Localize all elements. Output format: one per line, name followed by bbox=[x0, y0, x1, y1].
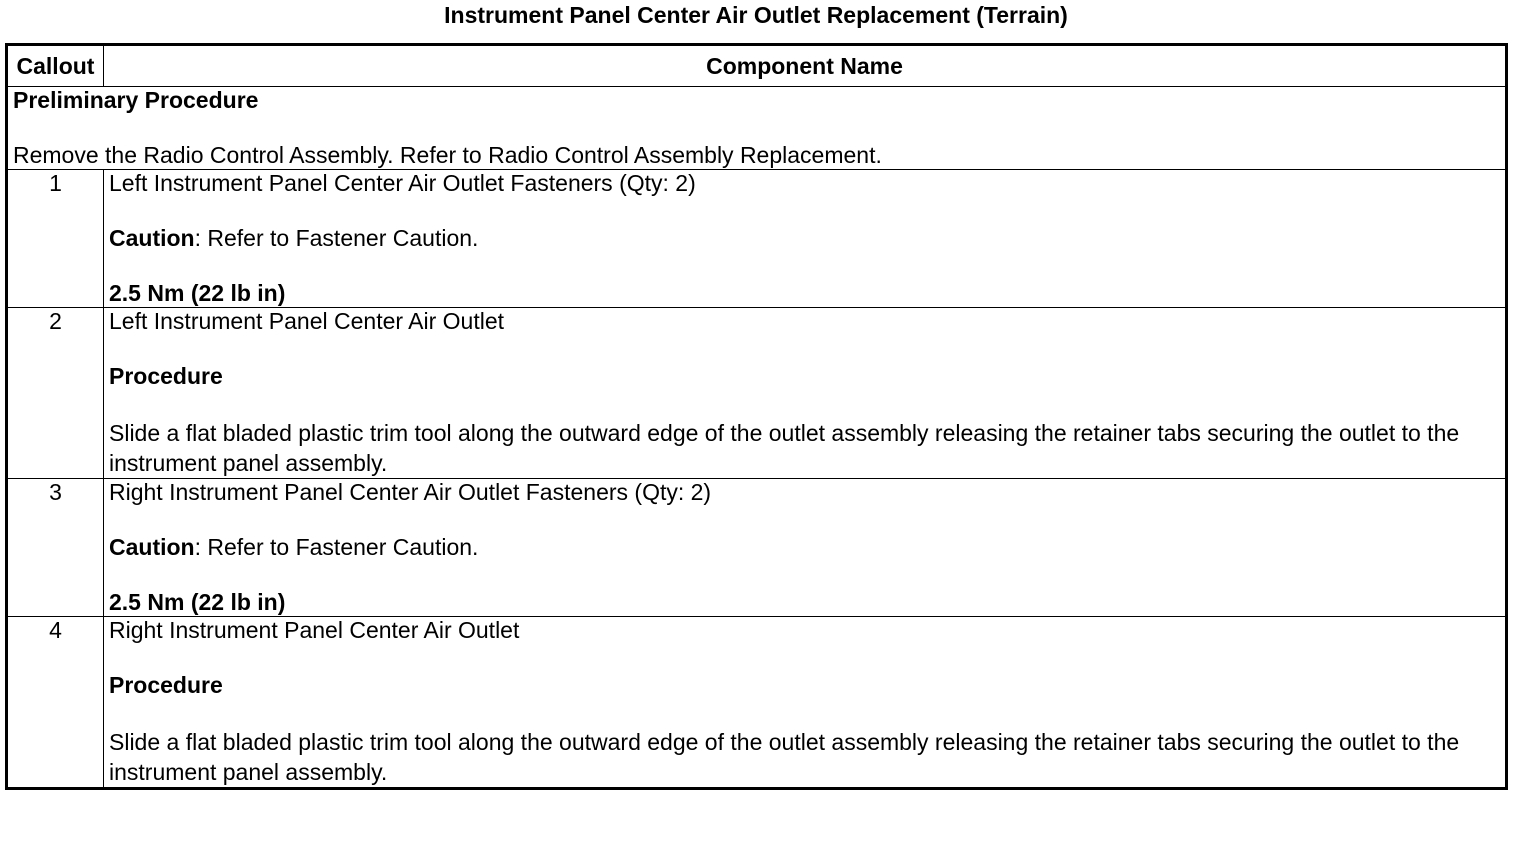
table-row bbox=[7, 617, 1507, 789]
table-header-row bbox=[7, 45, 1507, 87]
table-row bbox=[7, 479, 1507, 617]
procedure-text: Slide a flat bladed plastic trim tool along the outward edge of the outlet assembly releasing the retainer tabs securing the outlet to the instrument panel assembly. bbox=[109, 420, 1460, 476]
component-name-header: Component Name bbox=[104, 45, 1507, 87]
preliminary-text: Remove the Radio Control Assembly. Refer to Radio Control Assembly Replacement. bbox=[13, 142, 882, 168]
component-name: Left Instrument Panel Center Air Outlet bbox=[109, 308, 505, 334]
preliminary-row bbox=[7, 87, 1507, 170]
caution-label: Caution bbox=[109, 225, 195, 251]
component-cell bbox=[104, 479, 1507, 617]
component-cell bbox=[104, 170, 1507, 308]
component-name: Right Instrument Panel Center Air Outlet Fasteners (Qty: 2) bbox=[109, 479, 712, 505]
torque-spec: 2.5 Nm (22 lb in) bbox=[109, 589, 286, 615]
caution-text: : Refer to Fastener Caution. bbox=[194, 534, 479, 560]
callout-number: 3 bbox=[7, 479, 104, 617]
procedure-text: Slide a flat bladed plastic trim tool along the outward edge of the outlet assembly releasing the retainer tabs securing the outlet to the instrument panel assembly. bbox=[109, 729, 1460, 785]
procedure-label: Procedure bbox=[109, 363, 223, 389]
document-title: Instrument Panel Center Air Outlet Replacement (Terrain) bbox=[444, 2, 1068, 28]
component-cell bbox=[104, 308, 1507, 479]
callout-number: 1 bbox=[7, 170, 104, 308]
preliminary-cell bbox=[7, 87, 1507, 170]
preliminary-heading: Preliminary Procedure bbox=[13, 87, 259, 113]
component-name: Right Instrument Panel Center Air Outlet bbox=[109, 617, 520, 643]
caution-text: : Refer to Fastener Caution. bbox=[194, 225, 479, 251]
callout-number: 4 bbox=[7, 617, 104, 789]
component-name: Left Instrument Panel Center Air Outlet Fasteners (Qty: 2) bbox=[109, 170, 696, 196]
procedure-table bbox=[5, 43, 1508, 790]
component-cell bbox=[104, 617, 1507, 789]
procedure-label: Procedure bbox=[109, 672, 223, 698]
table-row bbox=[7, 308, 1507, 479]
callout-header: Callout bbox=[7, 45, 104, 87]
caution-label: Caution bbox=[109, 534, 195, 560]
torque-spec: 2.5 Nm (22 lb in) bbox=[109, 280, 286, 306]
table-row bbox=[7, 170, 1507, 308]
callout-number: 2 bbox=[7, 308, 104, 479]
